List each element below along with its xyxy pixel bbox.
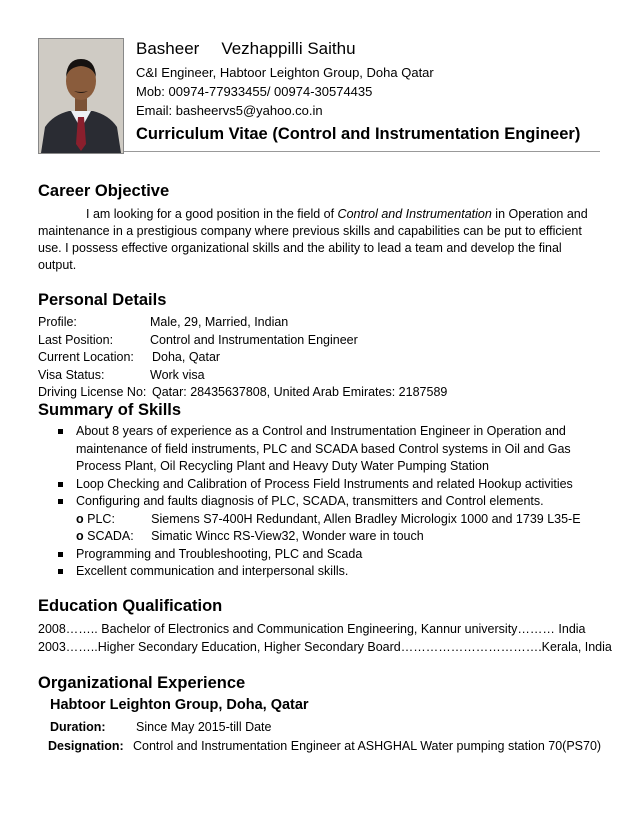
personal-value: Doha, Qatar xyxy=(152,350,221,364)
personal-row-location xyxy=(38,349,221,367)
career-text-italic: Control and Instrumentation xyxy=(337,207,492,221)
designation-label: Designation: xyxy=(48,739,124,753)
personal-label: Last Position: xyxy=(38,332,114,347)
skills-heading: Summary of Skills xyxy=(38,401,182,419)
personal-value: Male, 29, Married, Indian xyxy=(150,315,289,329)
designation-value: Control and Instrumentation Engineer at ASHGHAL Water pumping station 70(PS70) xyxy=(133,739,602,753)
sub-bullet-icon: o xyxy=(76,511,84,526)
personal-label: Visa Status: xyxy=(38,367,105,382)
career-objective-heading: Career Objective xyxy=(38,182,170,200)
personal-row-license xyxy=(38,384,448,402)
bullet-square-icon xyxy=(58,499,63,504)
skill-item: About 8 years of experience as a Control and Instrumentation Engineer in Operation and maintenance of field instruments, PLC and SCADA based Control systems in Oil and Gas Process Plant, Oil Recycling Plant and Heavy Duty Water Pumping Station xyxy=(56,423,606,476)
personal-row-profile xyxy=(38,314,289,332)
skill-item: Programming and Troubleshooting, PLC and Scada xyxy=(56,546,606,564)
experience-heading: Organizational Experience xyxy=(38,674,246,692)
cv-title: Curriculum Vitae (Control and Instrumentation Engineer) xyxy=(136,125,581,143)
duration-label: Duration: xyxy=(50,720,106,734)
personal-label: Profile: xyxy=(38,315,77,329)
personal-row-last-position xyxy=(38,332,358,350)
sub-value: Siemens S7-400H Redundant, Allen Bradley Micrologix 1000 and 1739 L35-E xyxy=(151,511,581,526)
bullet-square-icon xyxy=(58,552,63,557)
sub-label: SCADA: xyxy=(87,529,134,543)
candidate-name xyxy=(136,38,606,60)
skill-subitem-scada xyxy=(56,528,606,546)
bullet-square-icon xyxy=(58,569,63,574)
personal-label: Current Location: xyxy=(38,350,134,364)
sub-label: PLC: xyxy=(87,511,115,526)
skill-item: Loop Checking and Calibration of Process Field Instruments and related Hookup activities xyxy=(56,476,606,494)
personal-value: Control and Instrumentation Engineer xyxy=(150,332,358,347)
career-text-after: in Operation and maintenance in a prestigious company where previous skills and capabilities can be put to efficient use. I possess effective organizational skills and the ability to lead a team and develop the final output. xyxy=(38,207,588,272)
first-name: Basheer xyxy=(136,39,200,58)
career-text-before: I am looking for a good position in the field of xyxy=(86,207,338,221)
profile-photo xyxy=(38,38,124,154)
personal-label: Driving License No: xyxy=(38,385,147,399)
skills-list xyxy=(56,423,606,581)
career-objective-text xyxy=(38,206,598,274)
skill-item: Configuring and faults diagnosis of PLC, SCADA, transmitters and Control elements. xyxy=(56,493,606,511)
education-list xyxy=(38,621,612,656)
personal-row-visa xyxy=(38,367,205,385)
portrait-image xyxy=(39,39,123,153)
header-block xyxy=(136,38,606,146)
personal-details-list xyxy=(38,314,448,402)
last-name: Vezhappilli Saithu xyxy=(221,39,356,58)
email-line: Email: basheervs5@yahoo.co.in xyxy=(136,103,323,118)
header-divider xyxy=(124,151,600,152)
education-line: 2003……..Higher Secondary Education, Higher Secondary Board…………………………….Kerala, India xyxy=(38,639,612,654)
personal-value: Work visa xyxy=(150,367,205,382)
duration-value: Since May 2015-till Date xyxy=(136,720,272,734)
skill-item: Excellent communication and interpersonal skills. xyxy=(56,563,606,581)
education-heading: Education Qualification xyxy=(38,597,223,615)
personal-value: Qatar: 28435637808, United Arab Emirates: 2187589 xyxy=(152,385,448,399)
company-name: Habtoor Leighton Group, Doha, Qatar xyxy=(50,697,309,713)
mobile-line: Mob: 00974-77933455/ 00974-30574435 xyxy=(136,84,373,99)
education-line: 2008…….. Bachelor of Electronics and Communication Engineering, Kannur university……… India xyxy=(38,622,586,636)
role-line: C&I Engineer, Habtoor Leighton Group, Doha Qatar xyxy=(136,65,434,80)
bullet-square-icon xyxy=(58,482,63,487)
bullet-square-icon xyxy=(58,429,63,434)
sub-value: Simatic Wincc RS-View32, Wonder ware in touch xyxy=(151,529,424,543)
duration-row xyxy=(50,720,271,734)
skill-subitem-plc xyxy=(56,511,606,529)
designation-row xyxy=(48,739,601,753)
sub-bullet-icon: o xyxy=(76,529,84,543)
personal-details-heading: Personal Details xyxy=(38,291,167,309)
